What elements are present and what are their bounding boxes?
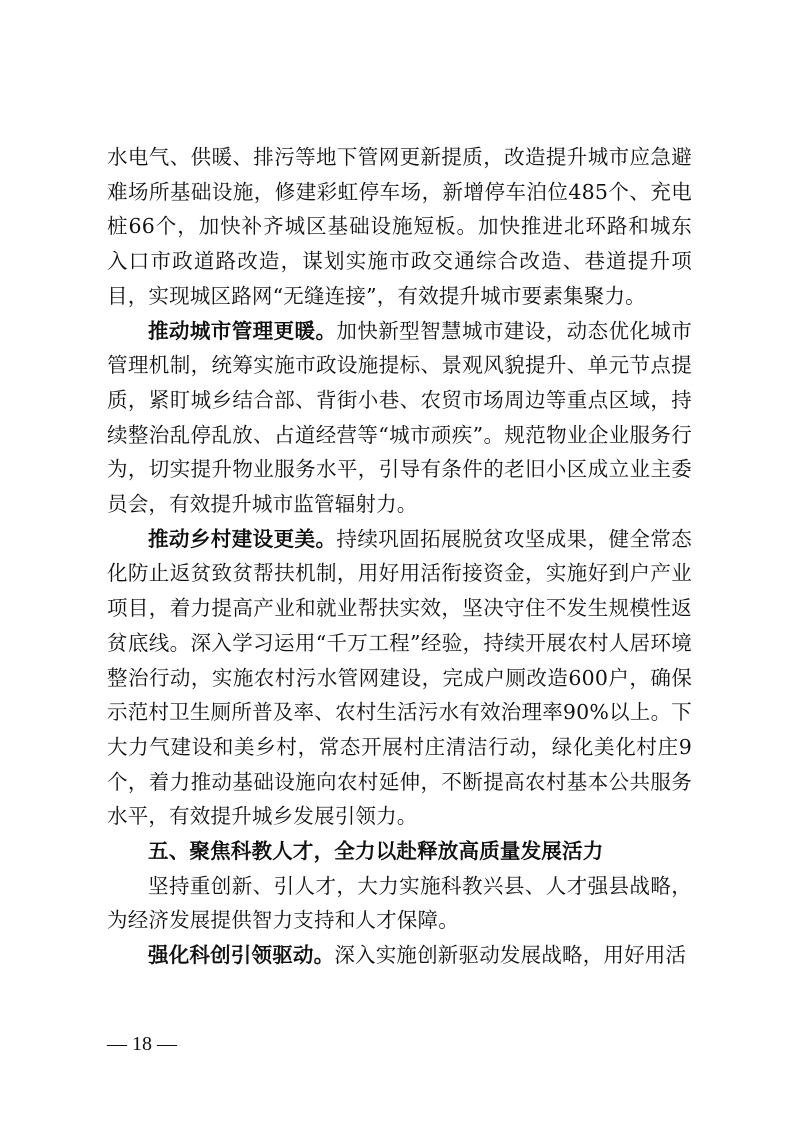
paragraph-rural-construction — [107, 522, 692, 834]
section-heading: 五、聚焦科教人才，全力以赴释放高质量发展活力 — [148, 839, 604, 864]
paragraph-text: 加快新型智慧城市建设，动态优化城市管理机制，统筹实施市政设施提标、景观风貌提升、单元节点提质，紧盯城乡结合部、背街小巷、农贸市场周边等重点区域，持续整治乱停乱放、占道经营等“城市顽疾”。规范物业企业服务行为，切实提升物业服务水平，引导有条件的老旧小区成立业主委员会，有效提升城市监管辐射力。 — [107, 318, 692, 517]
paragraph-continuation — [107, 140, 692, 314]
paragraph-city-management — [107, 314, 692, 522]
paragraph-lead: 推动乡村建设更美。 — [148, 526, 337, 551]
section-intro: 坚持重创新、引人才，大力实施科教兴县、人才强县战略，为经济发展提供智力支持和人才保障。 — [107, 873, 692, 933]
paragraph-lead: 强化科创引领驱动。 — [148, 943, 335, 968]
paragraph-text: 深入实施创新驱动发展战略，用好用活 — [334, 943, 687, 968]
page-number: — 18 — — [107, 1033, 177, 1055]
paragraph-text: 持续巩固拓展脱贫攻坚成果，健全常态化防止返贫致贫帮扶机制，用好用活衔接资金，实施好到户产业项目，着力提高产业和就业帮扶实效，坚决守住不发生规模性返贫底线。深入学习运用“千万工程”经验，持续开展农村人居环境整治行动，实施农村污水管网建设，完成户厕改造600户，确保示范村卫生厕所普及率、农村生活污水有效治理率90%以上。下大力气建设和美乡村，常态开展村庄清洁行动，绿化美化村庄9个，着力推动基础设施向农村延伸，不断提高农村基本公共服务水平，有效提升城乡发展引领力。 — [107, 526, 692, 829]
paragraph-text: 水电气、供暖、排污等地下管网更新提质，改造提升城市应急避难场所基础设施，修建彩虹停车场，新增停车泊位485个、充电桩66个，加快补齐城区基础设施短板。加快推进北环路和城东入口市政道路改造，谋划实施市政交通综合改造、巷道提升项目，实现城区路网“无缝连接”，有效提升城市要素集聚力。 — [107, 145, 692, 308]
document-body — [107, 140, 692, 973]
paragraph-innovation — [107, 938, 692, 973]
paragraph-lead: 推动城市管理更暖。 — [148, 318, 337, 343]
